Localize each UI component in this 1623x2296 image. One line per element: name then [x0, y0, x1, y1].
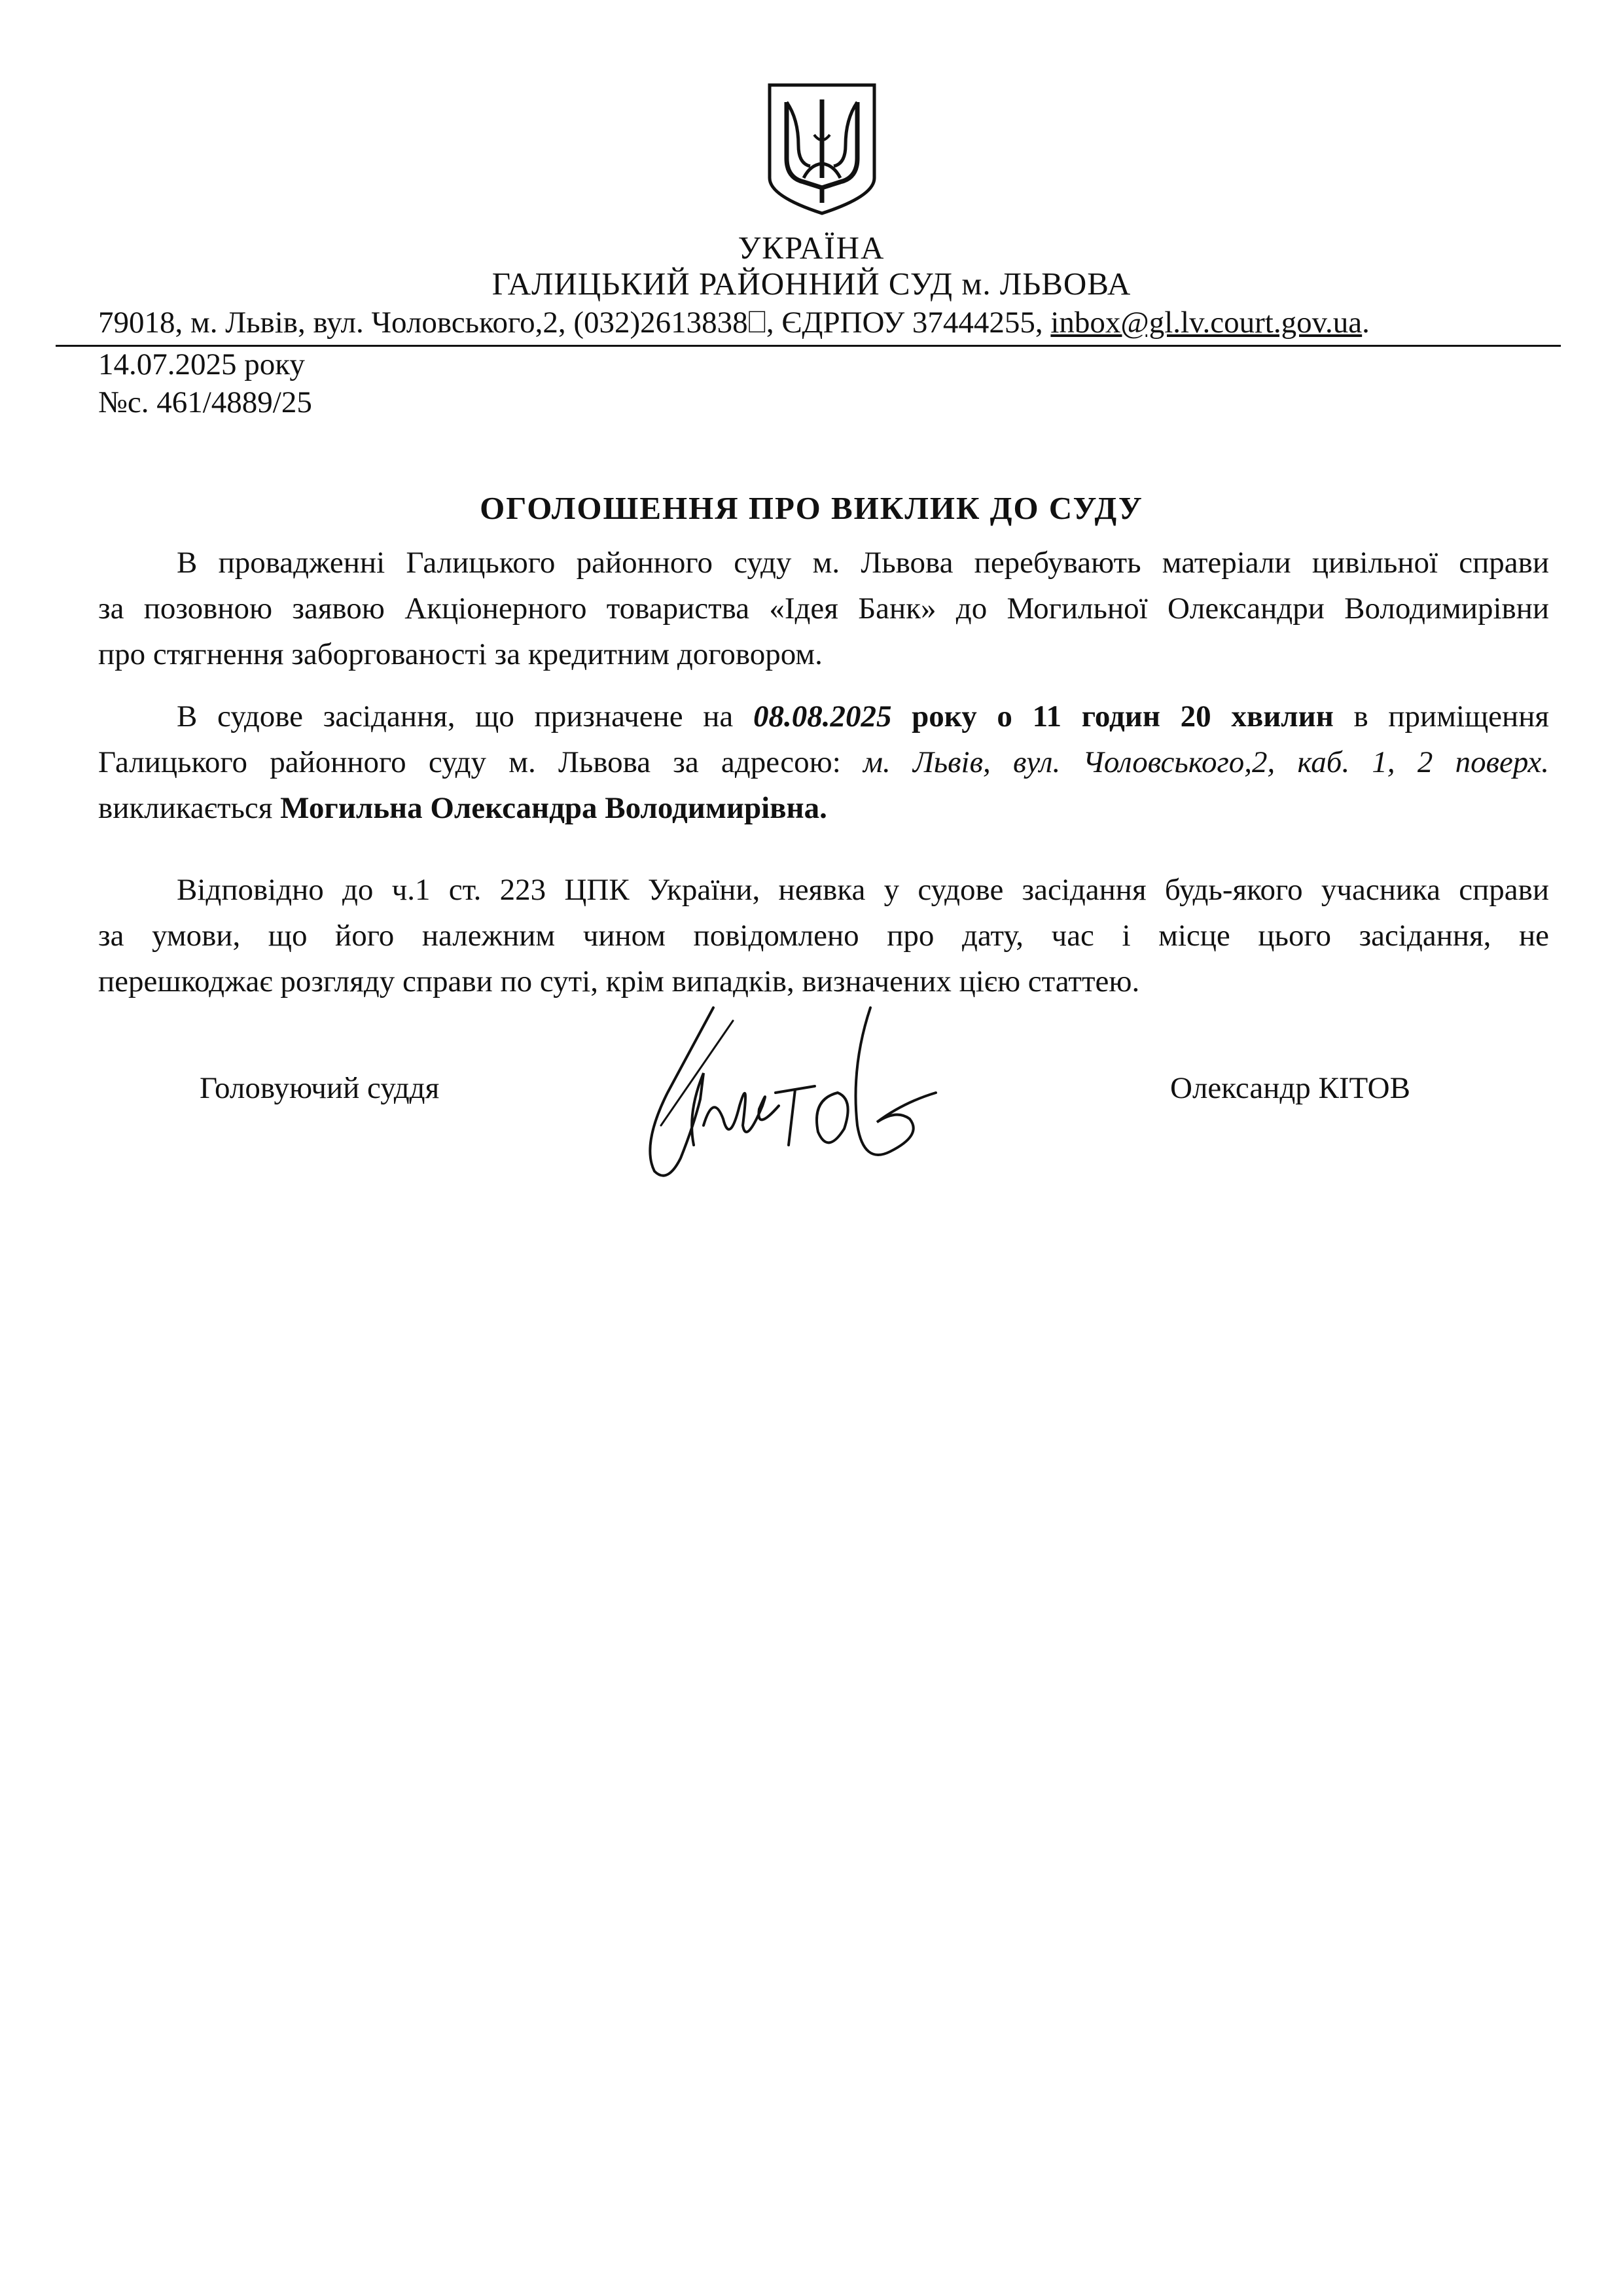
hearing-time: року о 11 годин 20 хвилин — [891, 699, 1334, 733]
paragraph-line: перешкоджає розгляду справи по суті, крім випадків, визначених цією статтею. — [98, 964, 1140, 998]
paragraph-line — [98, 785, 1549, 831]
paragraph-line: про стягнення заборгованості за кредитним договором. — [98, 637, 823, 671]
defendant-name: Могильна Олександра Володимирівна. — [280, 791, 827, 825]
paragraph-legal-note — [98, 867, 1549, 1004]
trident-emblem-icon — [764, 80, 880, 217]
case-number: №с. 461/4889/25 — [98, 385, 312, 419]
paragraph-line — [98, 694, 1549, 739]
court-name: ГАЛИЦЬКИЙ РАЙОННИЙ СУД м. ЛЬВОВА — [491, 266, 1132, 302]
country-name: УКРАЇНА — [738, 230, 885, 266]
court-address: 79018, м. Львів, вул. Чоловського,2, (032)2613838⎕, ЄДРПОУ 37444255, — [98, 306, 1051, 340]
handwritten-signature — [628, 995, 955, 1184]
paragraph-line: Відповідно до ч.1 ст. 223 ЦПК України, неявка у судове засідання будь-якого учасника справи — [177, 873, 1549, 907]
judge-name: Олександр КІТОВ — [1170, 1071, 1410, 1105]
contacts-suffix: . — [1362, 306, 1370, 340]
judge-position: Головуючий суддя — [200, 1071, 440, 1105]
paragraph-line: за позовною заявою Акціонерного товариства «Ідея Банк» до Могильної Олександри Володимирівни — [98, 592, 1549, 626]
summons-text: Галицького районного суду м. Львова за адресою: — [98, 745, 863, 779]
paragraph-line — [98, 739, 1549, 785]
summons-text: в приміщення — [1333, 699, 1549, 733]
paragraph-line: В провадженні Галицького районного суду м. Львова перебувають матеріали цивільної справи — [177, 546, 1549, 580]
document-title: ОГОЛОШЕННЯ ПРО ВИКЛИК ДО СУДУ — [480, 490, 1143, 526]
court-email-link[interactable]: inbox@gl.lv.court.gov.ua — [1050, 306, 1363, 340]
hearing-date: 08.08.2025 — [753, 699, 892, 733]
paragraph-line: за умови, що його належним чином повідомлено про дату, час і місце цього засідання, не — [98, 919, 1549, 953]
summons-text: В судове засідання, що призначене на — [177, 699, 753, 733]
document-date: 14.07.2025 року — [98, 347, 305, 381]
court-contacts — [98, 305, 1508, 341]
paragraph-proceedings — [98, 540, 1549, 677]
hearing-address: м. Львів, вул. Чоловського,2, каб. 1, 2 поверх. — [863, 745, 1550, 779]
paragraph-summons — [98, 694, 1549, 831]
summons-text: викликається — [98, 791, 281, 825]
